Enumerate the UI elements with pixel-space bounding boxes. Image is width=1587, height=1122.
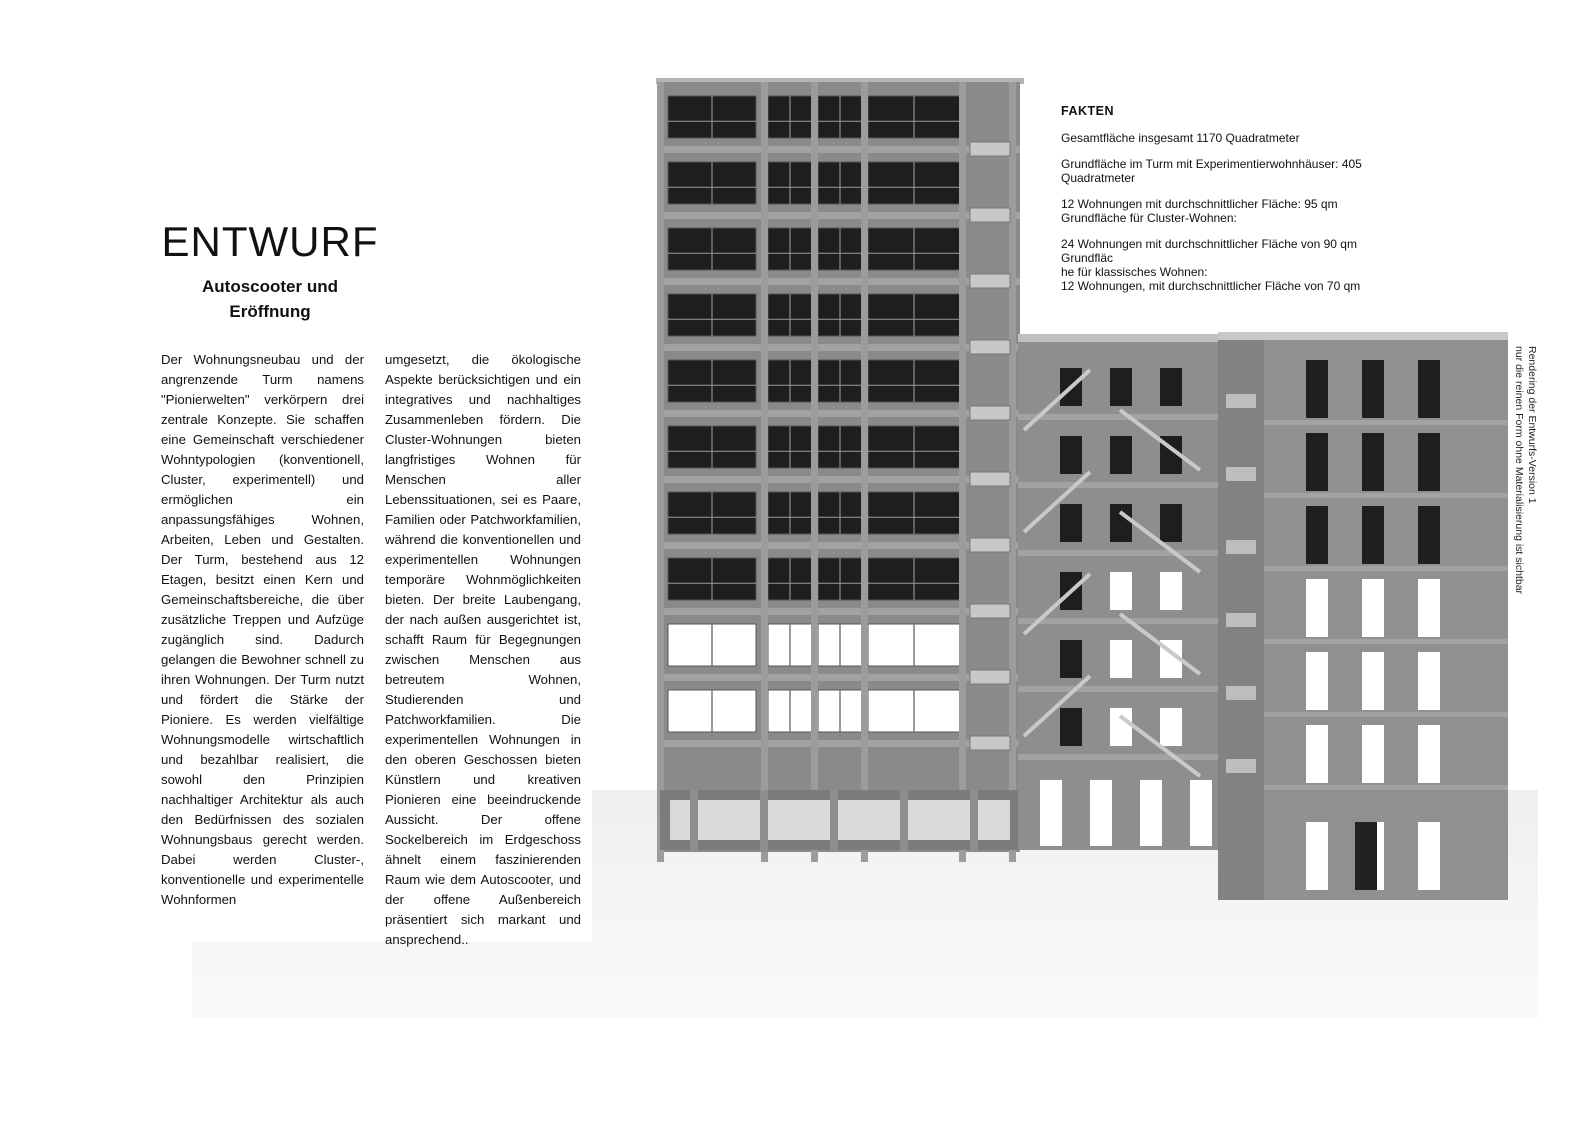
window-lit <box>1110 572 1132 610</box>
floor-slab <box>1018 550 1218 556</box>
body-text-column-2: umgesetzt, die ökologische Aspekte berücksichtigen und ein integratives und nachhaltiges Zusammenleben fördern. Die Cluster-Wohnungen bieten langfristiges Wohnen für Menschen aller Lebenssituationen, sei es Paare, Familien oder Patchworkfamilien, während die konventionellen und experimentellen Wohnungen temporäre Wohnmöglichkeiten bieten. Der breite Laubengang, der nach außen ausgerichtet ist, schafft Raum für Begegnungen zwischen Menschen aus betreutem Wohnen, Studierenden und Patchworkfamilien. Die experimentellen Wohnungen in den oberen Geschossen bieten Künstlern und kreativen Pionieren eine beeindruckende Aussicht. Der offene Sockelbereich im Erdgeschoss ähnelt einem faszinierenden Raum wie dem Autoscooter, und der offene Außenbereich präsentiert sich markant und ansprechend.. <box>385 352 581 947</box>
window-lit <box>1110 708 1132 746</box>
ground-pillar <box>760 790 768 852</box>
window-dark <box>1306 506 1328 564</box>
window-lit <box>1306 725 1328 783</box>
window-lit <box>1418 652 1440 710</box>
window-dark <box>1306 433 1328 491</box>
floor-slab <box>1264 566 1508 571</box>
floor-slab <box>1018 618 1218 624</box>
facts-item: Gesamtfläche insgesamt 1170 Quadratmeter <box>1061 131 1300 145</box>
tower-pillar <box>811 82 818 862</box>
ground-pillar <box>830 790 838 852</box>
window-dark <box>1362 433 1384 491</box>
window-lit <box>1362 652 1384 710</box>
window-dark <box>1060 708 1082 746</box>
floor-slab <box>1264 785 1508 790</box>
ground-opening <box>1418 822 1440 890</box>
stair-railing <box>970 736 1010 750</box>
stair-railing <box>970 604 1010 618</box>
window-dark <box>1060 436 1082 474</box>
window-lit <box>1306 652 1328 710</box>
floor-slab <box>1018 482 1218 488</box>
middle-block-with-stairs <box>1018 334 1218 850</box>
ground-pillar <box>970 790 978 852</box>
rendering-caption: Rendering der Entwurfs-Version 1 nur die reinen Form ohne Materialisierung ist sichtbar <box>1513 346 1538 595</box>
facts-item: Grundfläche im Turm mit Experimentierwohnhäuser: 405 Quadratmeter <box>1061 157 1362 185</box>
window-dark <box>1060 640 1082 678</box>
floor-slab <box>1018 686 1218 692</box>
ground-opening <box>1190 780 1212 846</box>
window-lit <box>1160 572 1182 610</box>
tower-pillar <box>959 82 966 862</box>
floor-slab <box>1018 414 1218 420</box>
window-lit <box>1160 708 1182 746</box>
facts-item: 24 Wohnungen mit durchschnittlicher Fläche von 90 qm Grundfläc he für klassisches Wohnen: 12 Wohnungen, mit durchschnittlicher Fläche von 70 qm <box>1061 237 1361 293</box>
ground-opening <box>1090 780 1112 846</box>
window-lit <box>1362 579 1384 637</box>
tower-pillar <box>657 82 664 862</box>
window-dark <box>1418 360 1440 418</box>
stair-railing <box>970 208 1010 222</box>
ground-opening <box>1040 780 1062 846</box>
stair-railing <box>1226 540 1256 554</box>
stair-railing <box>970 142 1010 156</box>
stair-railing <box>1226 394 1256 408</box>
facts-title: FAKTEN <box>1061 104 1114 118</box>
floor-slab <box>1264 493 1508 498</box>
window-dark <box>1110 436 1132 474</box>
facts-item: 12 Wohnungen mit durchschnittlicher Fläche: 95 qm Grundfläche für Cluster-Wohnen: <box>1061 197 1338 225</box>
stair-railing <box>970 670 1010 684</box>
stair-railing <box>1226 467 1256 481</box>
window-dark <box>1060 504 1082 542</box>
floor-slab <box>1018 754 1218 760</box>
window-lit <box>1418 725 1440 783</box>
window-lit <box>1306 579 1328 637</box>
window-dark <box>1160 368 1182 406</box>
stair-railing <box>970 340 1010 354</box>
stair-railing <box>1226 686 1256 700</box>
page-subtitle: Autoscooter und Eröffnung <box>202 277 338 321</box>
ground-door <box>1355 822 1377 890</box>
ground-pillar <box>900 790 908 852</box>
window-dark <box>1418 506 1440 564</box>
stair-railing <box>970 472 1010 486</box>
ground-opening <box>1140 780 1162 846</box>
tower-block <box>656 78 1024 862</box>
ground-opening <box>1306 822 1328 890</box>
floor-slab <box>1264 420 1508 425</box>
stair-railing <box>1226 613 1256 627</box>
floor-slab <box>1264 712 1508 717</box>
tower-pillar <box>861 82 868 862</box>
facts-box <box>1061 104 1391 305</box>
ground-pillar <box>690 790 698 852</box>
middle-roof-rail <box>1018 334 1218 342</box>
tower-pillar <box>761 82 768 862</box>
body-text-column-1: Der Wohnungsneubau und der angrenzende Turm namens "Pionierwelten" verkörpern drei zentrale Konzepte. Sie schaffen eine Gemeinschaft verschiedener Wohntypologien (konventionell, Cluster, experimentell) und ermöglichen ein anpassungsfähiges Wohnen, Arbeiten, Leben und Gestalten. Der Turm, bestehend aus 12 Etagen, besitzt einen Kern und Gemeinschaftsbereiche, die über zusätzliche Treppen und Aufzüge zugänglich sind. Dadurch gelangen die Bewohner schnell zu ihren Wohnungen. Der Turm nutzt und fördert die Stärke der Pioniere. Es werden vielfältige Wohnungsmodelle wirtschaftlich und bezahlbar realisiert, die sowohl den Prinzipien nachhaltiger Architektur als auch den Bedürfnissen des sozialen Wohnungsbaus gerecht werden. Dabei werden Cluster-, konventionelle und experimentelle Wohnformen <box>161 352 364 907</box>
window-lit <box>1362 725 1384 783</box>
page-title: ENTWURF <box>161 218 379 265</box>
window-dark <box>1306 360 1328 418</box>
window-lit <box>1110 640 1132 678</box>
right-block <box>1218 332 1508 900</box>
tower-ground-void <box>670 800 1010 840</box>
window-dark <box>1160 504 1182 542</box>
window-dark <box>1110 504 1132 542</box>
floor-slab <box>1264 639 1508 644</box>
window-lit <box>1418 579 1440 637</box>
stair-railing <box>970 538 1010 552</box>
window-dark <box>1362 360 1384 418</box>
stair-railing <box>970 406 1010 420</box>
stair-railing <box>1226 759 1256 773</box>
window-dark <box>1362 506 1384 564</box>
stair-railing <box>970 274 1010 288</box>
window-dark <box>1110 368 1132 406</box>
window-dark <box>1418 433 1440 491</box>
